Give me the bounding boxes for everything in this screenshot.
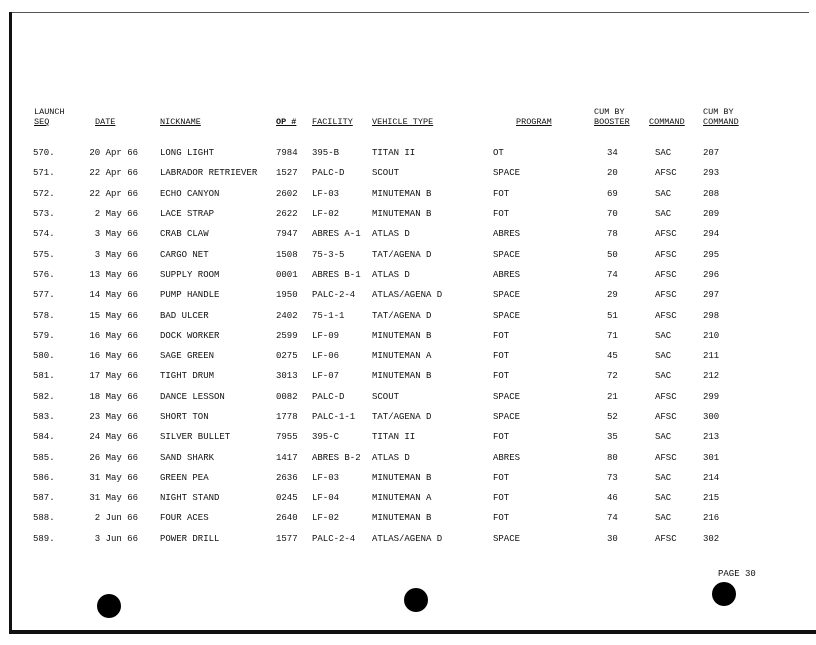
row-cum-command: 298 [703, 310, 720, 321]
row-nickname: DOCK WORKER [160, 330, 220, 341]
row-facility: PALC-2-4 [312, 533, 356, 544]
row-program: SPACE [493, 290, 521, 301]
row-command: AFSC [655, 290, 677, 301]
row-seq: 578. [33, 310, 55, 321]
row-seq: 575. [33, 249, 55, 260]
header-cum-command-line2: COMMAND [703, 117, 739, 127]
row-command: SAC [655, 371, 672, 382]
row-vehicle-type: MINUTEMAN A [372, 493, 432, 504]
row-cum-booster: 35 [607, 432, 618, 443]
row-program: ABRES [493, 269, 521, 280]
row-date: 31 May 66 [89, 472, 138, 483]
row-vehicle-type: TITAN II [372, 148, 416, 159]
row-date: 3 Jun 66 [94, 533, 138, 544]
row-date: 17 May 66 [89, 371, 138, 382]
row-vehicle-type: TITAN II [372, 432, 416, 443]
table-row [33, 529, 743, 549]
row-op: 0245 [276, 493, 298, 504]
row-program: FOT [493, 209, 510, 220]
row-nickname: SHORT TON [160, 412, 209, 422]
row-program: FOT [493, 493, 510, 504]
row-vehicle-type: MINUTEMAN B [372, 188, 432, 199]
row-vehicle-type: MINUTEMAN B [372, 371, 432, 382]
row-op: 2402 [276, 310, 298, 321]
row-vehicle-type: SCOUT [372, 168, 400, 179]
binder-hole-left [97, 594, 121, 618]
row-date: 23 May 66 [89, 412, 138, 422]
row-command: AFSC [655, 412, 677, 422]
binder-hole-center [404, 588, 428, 612]
row-op: 2622 [276, 209, 298, 220]
row-op: 1950 [276, 290, 298, 301]
row-nickname: LONG LIGHT [160, 148, 215, 159]
header-facility: FACILITY [312, 117, 353, 127]
row-cum-command: 209 [703, 209, 720, 220]
row-cum-command: 207 [703, 148, 720, 159]
row-seq: 572. [33, 188, 55, 199]
row-facility: LF-06 [312, 351, 340, 362]
row-date: 3 May 66 [94, 249, 138, 260]
row-command: SAC [655, 493, 672, 504]
row-command: AFSC [655, 452, 677, 463]
table-row [33, 305, 743, 325]
row-vehicle-type: TAT/AGENA D [372, 249, 432, 260]
row-cum-booster: 30 [607, 533, 618, 544]
row-seq: 581. [33, 371, 55, 382]
row-cum-command: 208 [703, 188, 720, 199]
row-nickname: SAND SHARK [160, 452, 215, 463]
row-command: SAC [655, 432, 672, 443]
binder-hole-right [712, 582, 736, 606]
row-program: FOT [493, 188, 510, 199]
row-op: 2599 [276, 330, 298, 341]
row-command: AFSC [655, 249, 677, 260]
row-nickname: CRAB CLAW [160, 229, 209, 240]
row-nickname: CARGO NET [160, 249, 209, 260]
row-program: SPACE [493, 168, 521, 179]
table-row [33, 508, 743, 528]
row-command: AFSC [655, 229, 677, 240]
table-row [33, 488, 743, 508]
page-bottom-edge [9, 630, 816, 634]
row-command: SAC [655, 513, 672, 524]
row-program: FOT [493, 371, 510, 382]
table-row [33, 447, 743, 467]
row-cum-command: 214 [703, 472, 720, 483]
row-nickname: LACE STRAP [160, 209, 215, 220]
row-facility: PALC-2-4 [312, 290, 356, 301]
row-program: SPACE [493, 412, 521, 422]
row-op: 1778 [276, 412, 298, 422]
row-seq: 587. [33, 493, 55, 504]
page-number: PAGE 30 [718, 569, 756, 579]
row-date: 31 May 66 [89, 493, 138, 504]
row-facility: LF-02 [312, 513, 340, 524]
table-row [33, 407, 743, 427]
row-op: 1508 [276, 249, 298, 260]
row-cum-command: 302 [703, 533, 720, 544]
row-date: 2 May 66 [94, 209, 138, 220]
row-seq: 577. [33, 290, 55, 301]
row-date: 18 May 66 [89, 391, 138, 402]
row-op: 7984 [276, 148, 298, 159]
header-op: OP # [276, 117, 297, 127]
row-cum-booster: 69 [607, 188, 618, 199]
row-cum-booster: 73 [607, 472, 618, 483]
header-program: PROGRAM [516, 117, 552, 127]
row-date: 22 Apr 66 [89, 188, 138, 199]
row-command: SAC [655, 330, 672, 341]
row-nickname: GREEN PEA [160, 472, 209, 483]
row-seq: 582. [33, 391, 55, 402]
row-command: SAC [655, 188, 672, 199]
row-facility: 395-B [312, 148, 340, 159]
header-vehicle-type: VEHICLE TYPE [372, 117, 434, 127]
row-seq: 588. [33, 513, 55, 524]
row-vehicle-type: TAT/AGENA D [372, 310, 432, 321]
row-seq: 583. [33, 412, 55, 422]
row-date: 3 May 66 [94, 229, 138, 240]
page-left-edge [9, 12, 12, 634]
row-command: SAC [655, 148, 672, 159]
row-op: 3013 [276, 371, 298, 382]
row-date: 22 Apr 66 [89, 168, 138, 179]
row-seq: 584. [33, 432, 55, 443]
row-op: 2602 [276, 188, 298, 199]
row-cum-command: 212 [703, 371, 720, 382]
row-date: 16 May 66 [89, 351, 138, 362]
row-program: FOT [493, 330, 510, 341]
header-cum-booster-line1: CUM BY [594, 107, 625, 117]
row-program: ABRES [493, 452, 521, 463]
row-cum-command: 293 [703, 168, 720, 179]
row-facility: LF-09 [312, 330, 340, 341]
header-launch-seq-line2: SEQ [34, 117, 50, 127]
header-launch-seq-line1: LAUNCH [34, 107, 65, 117]
row-facility: PALC-1-1 [312, 412, 356, 422]
row-cum-booster: 72 [607, 371, 618, 382]
row-facility: ABRES A-1 [312, 229, 361, 240]
row-cum-booster: 50 [607, 249, 618, 260]
row-nickname: POWER DRILL [160, 533, 220, 544]
row-cum-booster: 78 [607, 229, 618, 240]
row-cum-command: 211 [703, 351, 720, 362]
row-date: 20 Apr 66 [89, 148, 138, 159]
row-facility: 395-C [312, 432, 340, 443]
row-vehicle-type: ATLAS D [372, 229, 410, 240]
row-cum-command: 297 [703, 290, 720, 301]
row-op: 2636 [276, 472, 298, 483]
row-cum-booster: 51 [607, 310, 618, 321]
row-seq: 576. [33, 269, 55, 280]
row-op: 0275 [276, 351, 298, 362]
row-cum-command: 216 [703, 513, 720, 524]
row-cum-booster: 46 [607, 493, 618, 504]
row-seq: 580. [33, 351, 55, 362]
row-cum-booster: 80 [607, 452, 618, 463]
row-cum-booster: 21 [607, 391, 618, 402]
row-cum-command: 296 [703, 269, 720, 280]
row-facility: LF-04 [312, 493, 340, 504]
row-seq: 585. [33, 452, 55, 463]
row-facility: LF-03 [312, 472, 340, 483]
row-nickname: PUMP HANDLE [160, 290, 220, 301]
table-row [33, 163, 743, 183]
row-seq: 574. [33, 229, 55, 240]
row-nickname: SILVER BULLET [160, 432, 231, 443]
row-cum-booster: 20 [607, 168, 618, 179]
row-date: 15 May 66 [89, 310, 138, 321]
row-vehicle-type: MINUTEMAN B [372, 209, 432, 220]
row-cum-booster: 34 [607, 148, 618, 159]
row-op: 1577 [276, 533, 298, 544]
row-nickname: ECHO CANYON [160, 188, 220, 199]
row-facility: LF-07 [312, 371, 340, 382]
row-program: FOT [493, 432, 510, 443]
row-command: SAC [655, 472, 672, 483]
row-cum-booster: 71 [607, 330, 618, 341]
row-facility: ABRES B-1 [312, 269, 361, 280]
row-seq: 571. [33, 168, 55, 179]
row-vehicle-type: SCOUT [372, 391, 400, 402]
row-op: 2640 [276, 513, 298, 524]
row-nickname: TIGHT DRUM [160, 371, 215, 382]
table-row [33, 143, 743, 163]
header-cum-booster-line2: BOOSTER [594, 117, 630, 127]
row-nickname: LABRADOR RETRIEVER [160, 168, 258, 179]
table-row [33, 204, 743, 224]
row-cum-booster: 74 [607, 513, 618, 524]
page-top-edge [9, 12, 809, 13]
row-vehicle-type: ATLAS/AGENA D [372, 533, 443, 544]
table-row [33, 244, 743, 264]
row-nickname: SUPPLY ROOM [160, 269, 220, 280]
table-row [33, 285, 743, 305]
row-cum-command: 215 [703, 493, 720, 504]
row-vehicle-type: TAT/AGENA D [372, 412, 432, 422]
row-vehicle-type: ATLAS D [372, 269, 410, 280]
row-cum-command: 294 [703, 229, 720, 240]
table-row [33, 366, 743, 386]
row-date: 24 May 66 [89, 432, 138, 443]
row-nickname: FOUR ACES [160, 513, 209, 524]
row-nickname: DANCE LESSON [160, 391, 225, 402]
table-row [33, 184, 743, 204]
row-date: 14 May 66 [89, 290, 138, 301]
row-cum-command: 301 [703, 452, 720, 463]
row-cum-command: 213 [703, 432, 720, 443]
row-facility: ABRES B-2 [312, 452, 361, 463]
row-program: SPACE [493, 391, 521, 402]
row-program: SPACE [493, 533, 521, 544]
header-date: DATE [95, 117, 116, 127]
row-command: SAC [655, 351, 672, 362]
row-program: OT [493, 148, 504, 159]
row-date: 16 May 66 [89, 330, 138, 341]
row-program: FOT [493, 351, 510, 362]
row-cum-booster: 52 [607, 412, 618, 422]
row-op: 7955 [276, 432, 298, 443]
row-date: 26 May 66 [89, 452, 138, 463]
row-command: AFSC [655, 269, 677, 280]
row-vehicle-type: MINUTEMAN B [372, 472, 432, 483]
row-nickname: SAGE GREEN [160, 351, 215, 362]
table-row [33, 265, 743, 285]
row-cum-command: 210 [703, 330, 720, 341]
row-date: 2 Jun 66 [94, 513, 138, 524]
row-cum-command: 299 [703, 391, 720, 402]
row-op: 1417 [276, 452, 298, 463]
row-facility: PALC-D [312, 168, 345, 179]
row-nickname: BAD ULCER [160, 310, 209, 321]
row-command: AFSC [655, 533, 677, 544]
row-cum-command: 300 [703, 412, 720, 422]
table-row [33, 468, 743, 488]
table-row [33, 326, 743, 346]
row-cum-booster: 29 [607, 290, 618, 301]
row-program: FOT [493, 513, 510, 524]
row-facility: 75-1-1 [312, 310, 345, 321]
row-op: 1527 [276, 168, 298, 179]
row-cum-booster: 70 [607, 209, 618, 220]
row-program: FOT [493, 472, 510, 483]
row-vehicle-type: MINUTEMAN B [372, 330, 432, 341]
table-row [33, 387, 743, 407]
row-cum-command: 295 [703, 249, 720, 260]
header-nickname: NICKNAME [160, 117, 201, 127]
row-command: AFSC [655, 391, 677, 402]
row-program: SPACE [493, 249, 521, 260]
row-cum-booster: 45 [607, 351, 618, 362]
header-command: COMMAND [649, 117, 685, 127]
row-vehicle-type: MINUTEMAN B [372, 513, 432, 524]
row-seq: 579. [33, 330, 55, 341]
row-seq: 586. [33, 472, 55, 483]
row-command: SAC [655, 209, 672, 220]
table-row [33, 427, 743, 447]
row-facility: 75-3-5 [312, 249, 345, 260]
row-program: SPACE [493, 310, 521, 321]
row-cum-booster: 74 [607, 269, 618, 280]
row-op: 0001 [276, 269, 298, 280]
row-seq: 589. [33, 533, 55, 544]
launch-table [33, 143, 743, 549]
table-row [33, 346, 743, 366]
header-cum-command-line1: CUM BY [703, 107, 734, 117]
row-command: AFSC [655, 168, 677, 179]
row-op: 7947 [276, 229, 298, 240]
row-command: AFSC [655, 310, 677, 321]
row-program: ABRES [493, 229, 521, 240]
row-date: 13 May 66 [89, 269, 138, 280]
row-seq: 573. [33, 209, 55, 220]
row-op: 0082 [276, 391, 298, 402]
row-vehicle-type: ATLAS D [372, 452, 410, 463]
table-row [33, 224, 743, 244]
row-facility: LF-03 [312, 188, 340, 199]
row-vehicle-type: MINUTEMAN A [372, 351, 432, 362]
row-facility: PALC-D [312, 391, 345, 402]
row-nickname: NIGHT STAND [160, 493, 220, 504]
row-vehicle-type: ATLAS/AGENA D [372, 290, 443, 301]
row-seq: 570. [33, 148, 55, 159]
row-facility: LF-02 [312, 209, 340, 220]
